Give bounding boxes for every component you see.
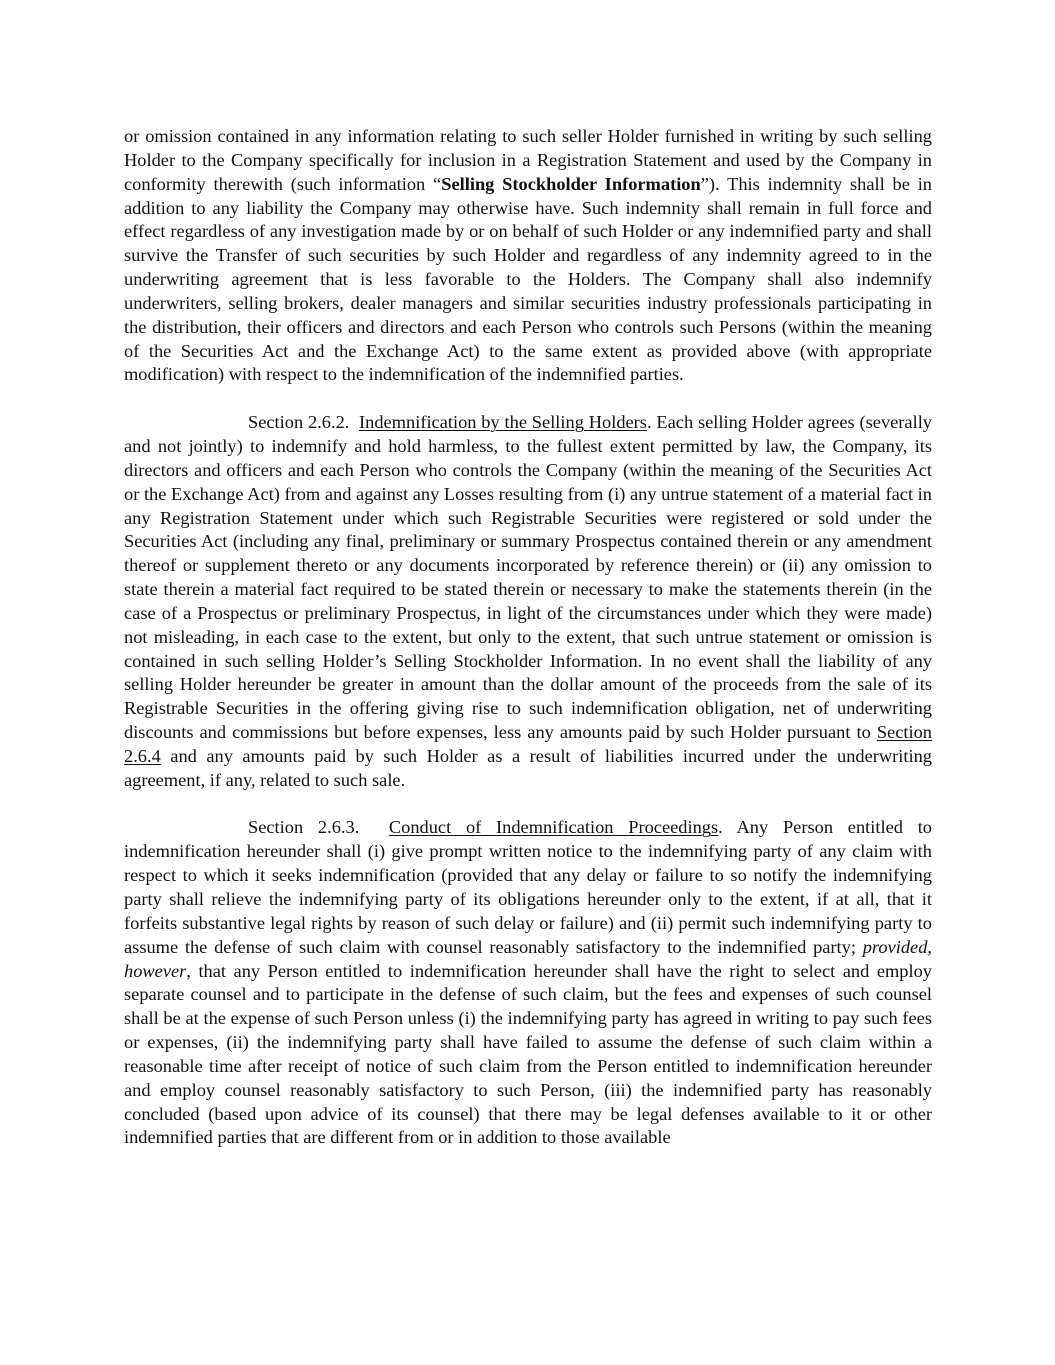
paragraph-text: or omission contained in any information relating to such seller Holder furnished in writing by such selling Holder to the Company specifically for inclusion in a Registration Statement and used by the Company in conformity therewith (such information “ — [124, 126, 932, 194]
section-heading: Indemnification by the Selling Holders — [359, 412, 647, 433]
section-text: . Any Person entitled to indemnification hereunder shall (i) give prompt written notice to the indemnifying party of any claim with respect to which it seeks indemnification (provided that any delay or failure to so notify the indemnifying party shall relieve the indemnifying party of its obligations hereunder only to the extent, if at all, that it forfeits substantive legal rights by reason of such delay or failure) and (ii) permit such indemnifying party to assume the defense of such claim with counsel reasonably satisfactory to the indemnified party; — [124, 817, 933, 957]
section-text: , that any Person entitled to indemnification hereunder shall have the right to select and employ separate counsel and to participate in the defense of such claim, but the fees and expenses of such counsel shall be at the expense of such Person unless (i) the indemnifying party has agreed in writing to pay such fees or expenses, (ii) the indemnifying party shall have failed to assume the defense of such claim within a reasonable time after receipt of notice of such claim from the Person entitled to indemnification hereunder and employ counsel reasonably satisfactory to such Person, (iii) the indemnified party has reasonably concluded (based upon advice of its counsel) that there may be legal defenses available to it or other indemnified parties that are different from or in addition to those available — [124, 960, 932, 1148]
document-page — [124, 125, 932, 1150]
section-heading: Conduct of Indemnification Proceedings — [388, 817, 719, 838]
section-number: Section 2.6.2. — [248, 412, 350, 433]
cross-reference-link: Section 2.6.4 — [124, 722, 932, 766]
paragraph-continuation — [124, 125, 932, 387]
paragraph-text: ”). This indemnity shall be in addition to any liability the Company may otherwise have. Such indemnity shall remain in full force and effect regardless of any investigation made by or on behalf of such Holder or any indemnified party and shall survive the Transfer of such securities by such Holder and regardless of any indemnity agreed to in the underwriting agreement that is less favorable to the Holders. The Company shall also indemnify underwriters, selling brokers, dealer managers and similar securities industry professionals participating in the distribution, their officers and directors and each Person who controls such Persons (within the meaning of the Securities Act and the Exchange Act) to the same extent as provided above (with appropriate modification) with respect to the indemnification of the indemnified parties. — [124, 173, 932, 385]
section-2-6-2 — [124, 411, 932, 793]
section-text: . Each selling Holder agrees (severally and not jointly) to indemnify and hold harmless, to the fullest extent permitted by law, the Company, its directors and officers and each Person who controls the Company (within the meaning of the Securities Act or the Exchange Act) from and against any Losses resulting from (i) any untrue statement of a material fact in any Registration Statement under which such Registrable Securities were registered or sold under the Securities Act (including any final, preliminary or summary Prospectus contained therein or any amendment thereof or supplement thereto or any documents incorporated by reference therein) or (ii) any omission to state therein a material fact required to be stated therein or necessary to make the statements therein (in the case of a Prospectus or preliminary Prospectus, in light of the circumstances under which they were made) not misleading, in each case to the extent, but only to the extent, that such untrue statement or omission is contained in such selling Holder’s Selling Stockholder Information. In no event shall the liability of any selling Holder hereunder be greater in amount than the dollar amount of the proceeds from the sale of its Registrable Securities in the offering giving rise to such indemnification obligation, net of underwriting discounts and commissions but before expenses, less any amounts paid by such Holder pursuant to — [124, 412, 933, 743]
proviso-phrase: provided, however — [124, 936, 932, 981]
defined-term: Selling Stockholder Information — [441, 173, 701, 194]
section-number: Section 2.6.3. — [248, 817, 360, 838]
section-text: and any amounts paid by such Holder as a result of liabilities incurred under the underwriting agreement, if any, related to such sale. — [124, 745, 932, 790]
section-2-6-3 — [124, 816, 932, 1150]
